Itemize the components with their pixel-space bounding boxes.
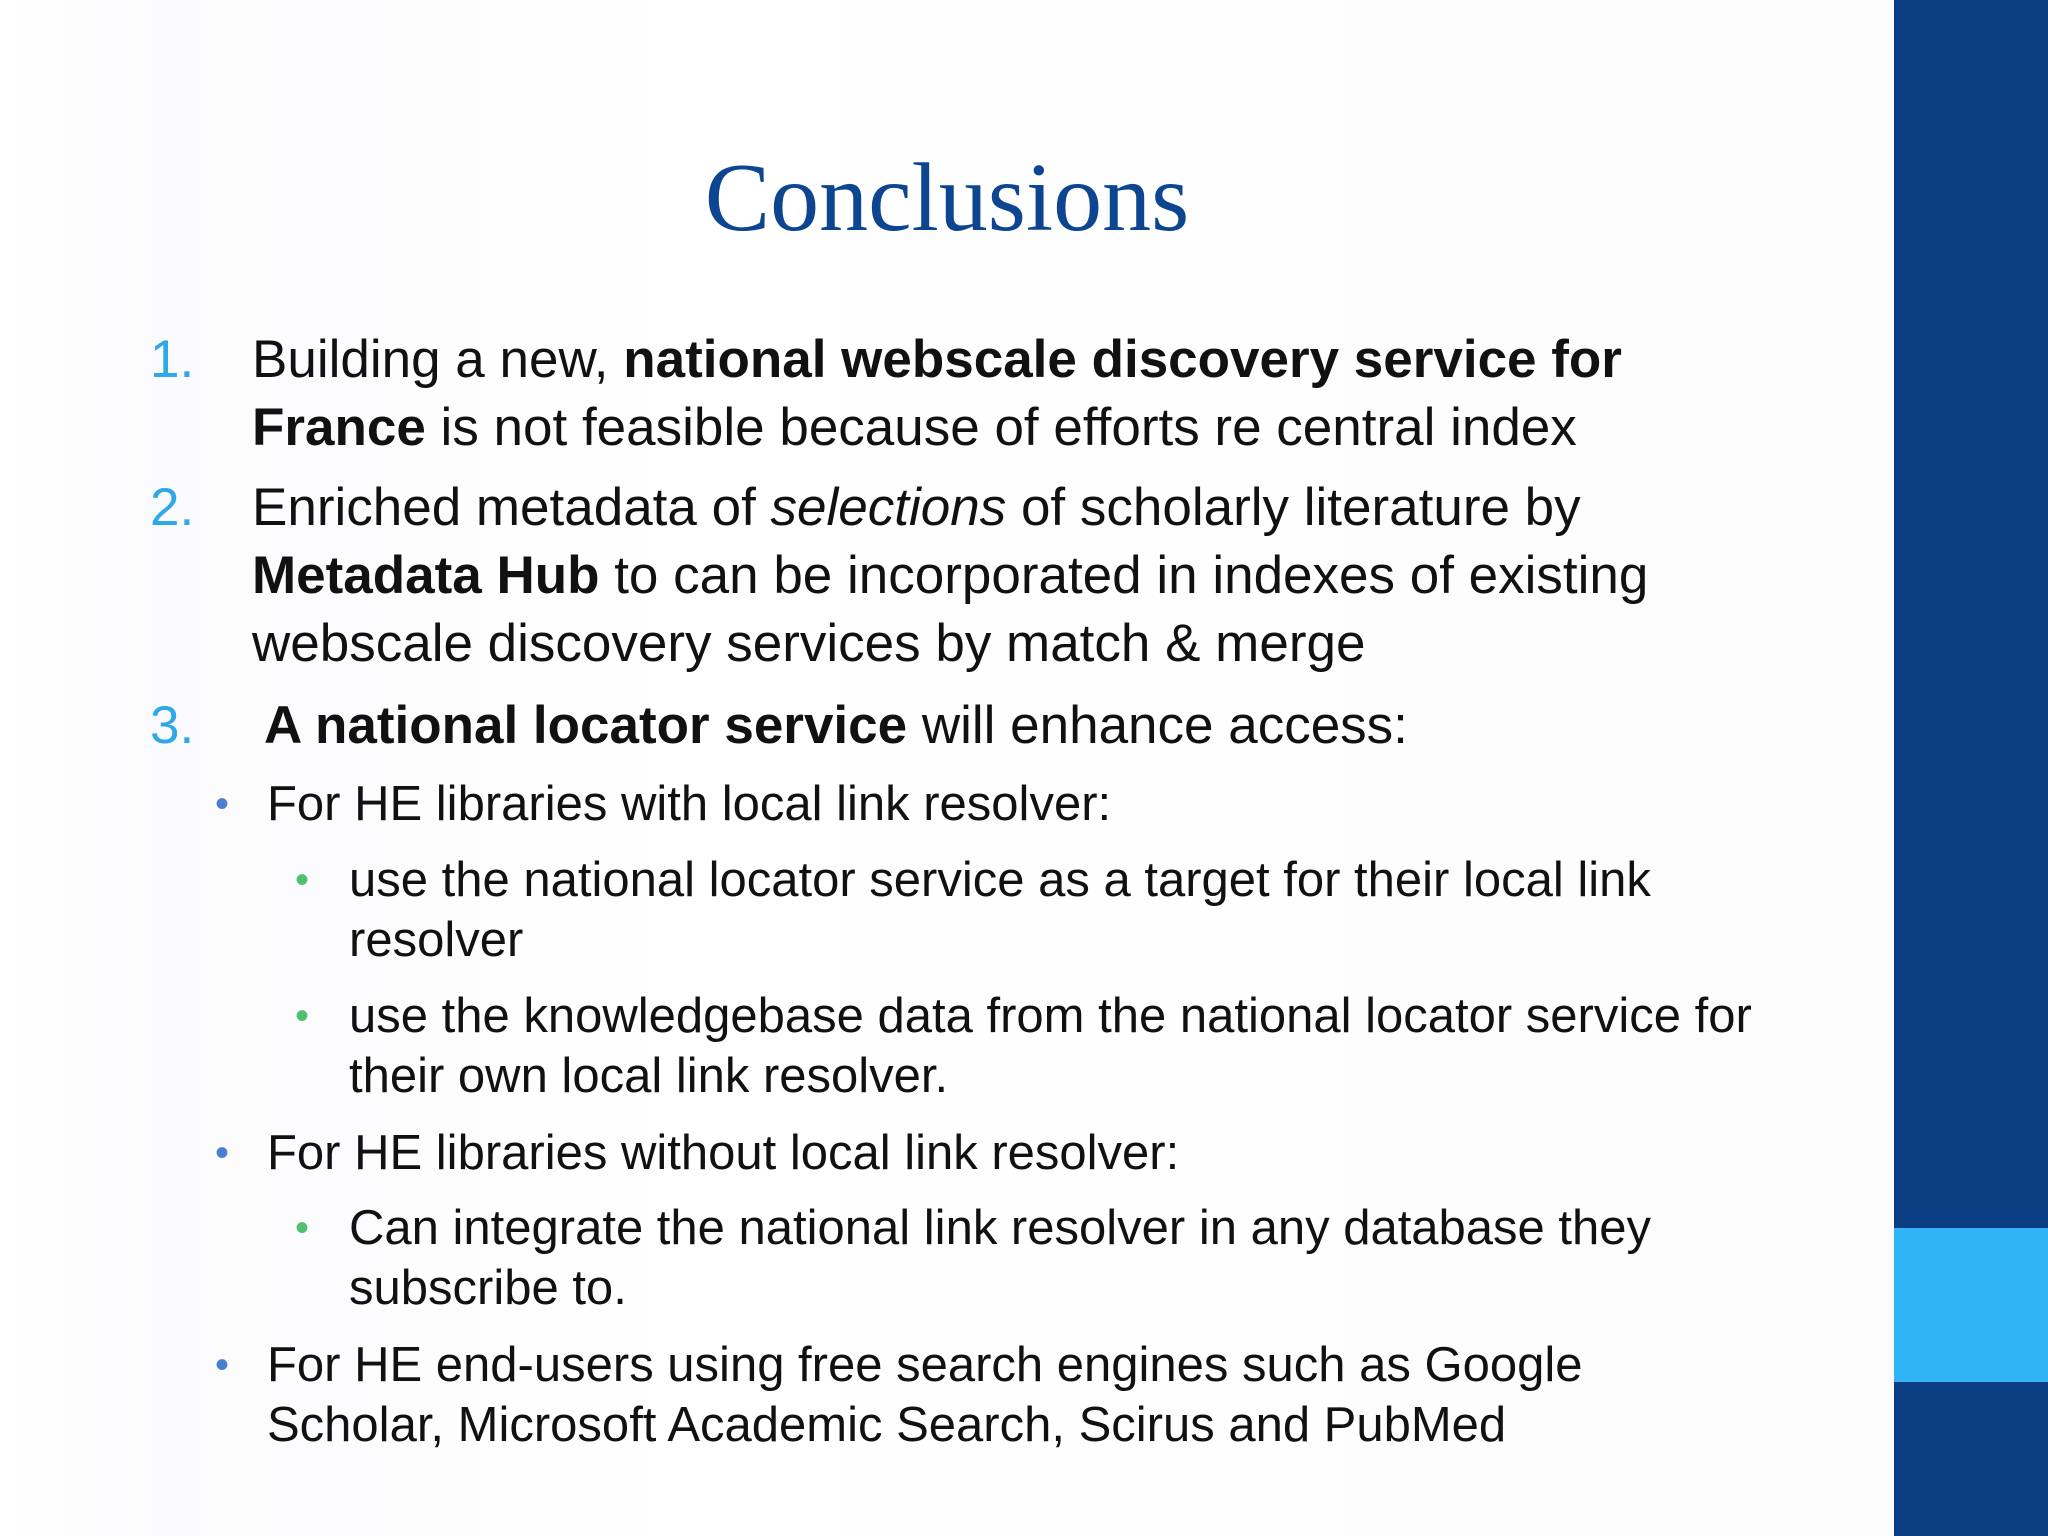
text-run: is not feasible because of efforts re central index	[425, 398, 1577, 457]
text-run: of scholarly literature by	[1006, 478, 1581, 537]
text-run: to can be incorporated in indexes of existing webscale discovery services by match & merge	[252, 546, 1649, 673]
bullet-text: For HE end-users using free search engines such as Google Scholar, Microsoft Academic Search, Scirus and PubMed	[267, 1338, 1583, 1452]
numbered-item-text	[252, 474, 1770, 678]
sub-bullet-text: use the national locator service as a target for their local link resolver	[349, 853, 1651, 967]
bullet-text: For HE libraries with local link resolver:	[267, 777, 1112, 831]
sub-bullet-item	[295, 986, 1795, 1106]
bullet-dot-icon: •	[295, 858, 310, 902]
sub-bullet-text: use the knowledgebase data from the national locator service for their own local link resolver.	[349, 989, 1752, 1103]
bullet-text: For HE libraries without local link resolver:	[267, 1126, 1180, 1180]
text-run: Enriched metadata of	[252, 478, 771, 537]
numbered-item-2	[150, 474, 1770, 678]
sub-bullet-item	[295, 1198, 1795, 1318]
text-run: Building a new,	[252, 330, 624, 389]
number-marker: 1.	[150, 330, 195, 389]
bullet-item-with-resolver	[215, 774, 1735, 834]
text-run: will enhance access:	[907, 696, 1408, 755]
side-accent-block	[1894, 1228, 2048, 1382]
bullet-dot-icon: •	[215, 1131, 230, 1175]
bullet-item-without-resolver	[215, 1123, 1735, 1183]
number-marker: 3.	[150, 696, 195, 755]
bold-text-run: national webscale discovery service for France	[252, 330, 1622, 457]
numbered-item-1	[150, 326, 1770, 462]
italic-text-run: selections	[770, 478, 1007, 537]
numbered-item-text	[252, 326, 1770, 462]
bold-text-run: Metadata Hub	[252, 546, 600, 605]
numbered-item-text	[264, 692, 1770, 760]
sub-bullet-text: Can integrate the national link resolver in any database they subscribe to.	[349, 1201, 1652, 1315]
number-marker: 2.	[150, 478, 195, 537]
bullet-dot-icon: •	[215, 782, 230, 826]
bold-text-run: A national locator service	[264, 696, 908, 755]
bullet-dot-icon: •	[295, 1206, 310, 1250]
bullet-item-end-users	[215, 1335, 1735, 1455]
numbered-item-3	[150, 692, 1770, 760]
slide-title: Conclusions	[704, 144, 1190, 252]
sub-bullet-item	[295, 850, 1795, 970]
bullet-dot-icon: •	[295, 994, 310, 1038]
bullet-dot-icon: •	[215, 1343, 230, 1387]
